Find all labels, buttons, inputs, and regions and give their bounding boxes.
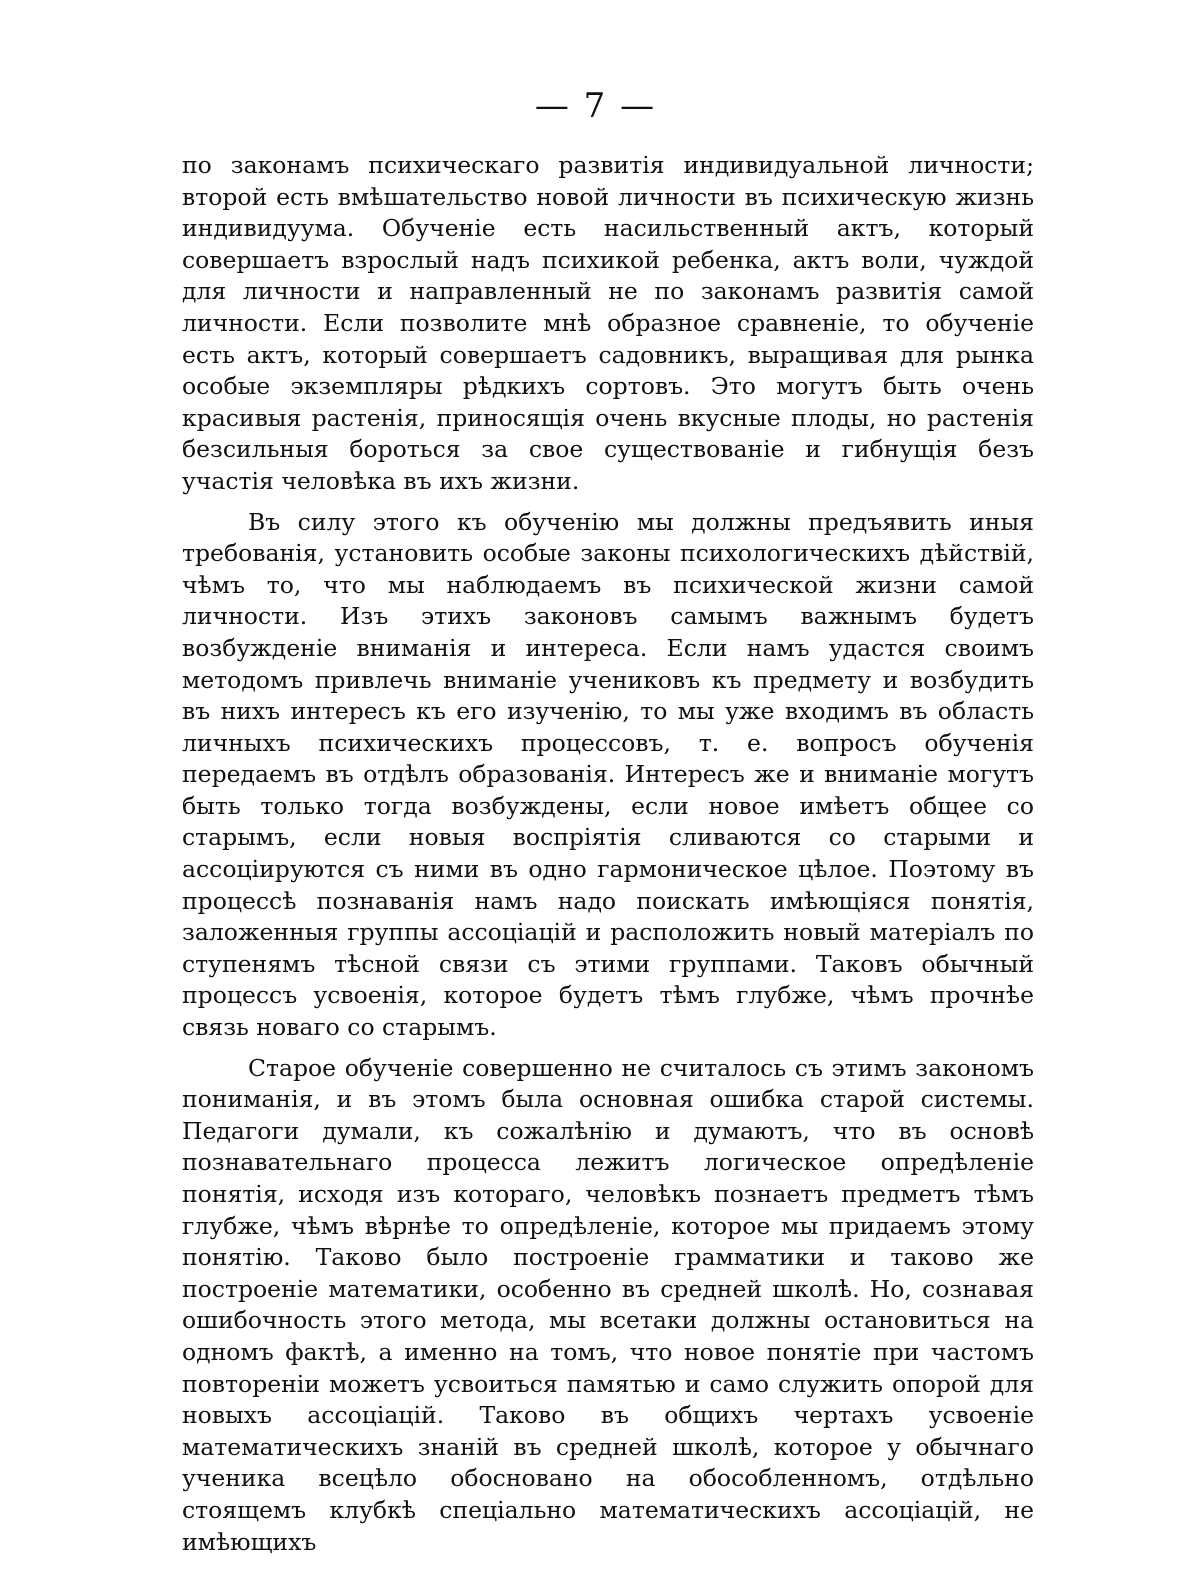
paragraph: Въ силу этого къ обученію мы должны предъявить иныя требованія, установить особые законы психологическихъ дѣйствій, чѣмъ то, что мы наблюдаемъ въ психической жизни самой личности. Изъ этихъ законовъ самымъ важнымъ будетъ возбужденіе вниманія и интереса. Если намъ удастся своимъ методомъ привлечь вниманіе учениковъ къ предмету и возбудить въ нихъ интересъ къ его изученію, то мы уже входимъ въ область личныхъ психическихъ процессовъ, т. е. вопросъ обученія передаемъ въ отдѣлъ образованія. Интересъ же и вниманіе могутъ быть только тогда возбуждены, если новое имѣетъ общее со старымъ, если новыя воспріятія сливаются со старыми и ассоціируются съ ними въ одно гармоническое цѣлое. Поэтому въ процессѣ познаванія намъ надо поискать имѣющіяся понятія, заложенныя группы ассоціацій и расположить новый матеріалъ по ступенямъ тѣсной связи съ этими группами. Таковъ обычный процессъ усвоенія, которое будетъ тѣмъ глубже, чѣмъ прочнѣе связь новаго со старымъ. [182, 507, 1034, 1042]
paragraph: Старое обученіе совершенно не считалось съ этимъ закономъ пониманія, и въ этомъ была основная ошибка старой системы. Педагоги думали, къ сожалѣнію и думаютъ, что въ основѣ познавательнаго процесса лежитъ логическое опредѣленіе понятія, исходя изъ котораго, человѣкъ познаетъ предметъ тѣмъ глубже, чѣмъ вѣрнѣе то опредѣленіе, которое мы придаемъ этому понятію. Таково было построеніе грамматики и таково же построеніе математики, особенно въ средней школѣ. Но, сознавая ошибочность этого метода, мы всетаки должны остановиться на одномъ фактѣ, а именно на томъ, что новое понятіе при частомъ повтореніи можетъ усвоиться памятью и само служить опорой для новыхъ ассоціацій. Таково въ общихъ чертахъ усвоеніе математическихъ знаній въ средней школѣ, которое у обычнаго ученика всецѣло обосновано на обособленномъ, отдѣльно стоящемъ клубкѣ спеціально математическихъ ассоціацій, не имѣющихъ [182, 1053, 1034, 1556]
text-body [182, 150, 1034, 1558]
paragraph: по законамъ психическаго развитія индивидуальной личности; второй есть вмѣшательство новой личности въ психическую жизнь индивидуума. Обученіе есть насильственный актъ, который совершаетъ взрослый надъ психикой ребенка, актъ воли, чуждой для личности и направленный не по законамъ развитія самой личности. Если позволите мнѣ образное сравненіе, то обученіе есть актъ, который совершаетъ садовникъ, выращивая для рынка особые экземпляры рѣдкихъ сортовъ. Это могутъ быть очень красивыя растенія, приносящія очень вкусные плоды, но растенія безсильныя бороться за свое существованіе и гибнущія безъ участія человѣка въ ихъ жизни. [182, 151, 1034, 495]
page-number: — 7 — [534, 86, 657, 126]
